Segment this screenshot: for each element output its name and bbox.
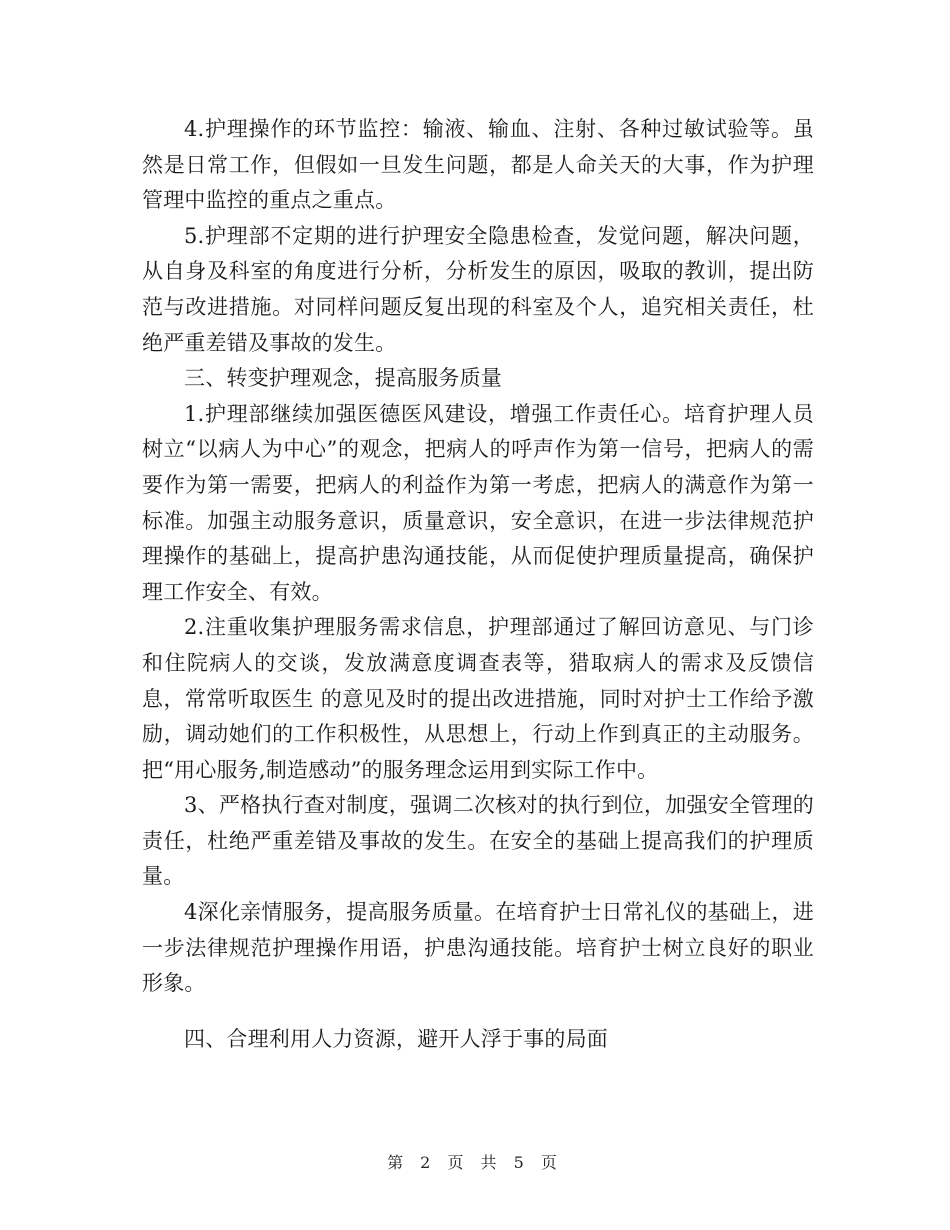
paragraph-item-5: 5.护理部不定期的进行护理安全隐患检查，发觉问题，解决问题，从自身及科室的角度进行分析，分析发生的原因，吸取的教训，提出防范与改进措施。对同样问题反复出现的科室及个人，追究相关责任，杜绝严重差错及事故的发生。 bbox=[142, 223, 814, 355]
paragraph-item-3: 3、严格执行查对制度，强调二次核对的执行到位，加强安全管理的责任，杜绝严重差错及事故的发生。在安全的基础上提高我们的护理质量。 bbox=[142, 793, 814, 889]
paragraph-item-2: 2.注重收集护理服务需求信息，护理部通过了解回访意见、与门诊和住院病人的交谈，发放满意度调查表等，猎取病人的需求及反馈信息，常常听取医生 的意见及时的提出改进措施，同时对护士工作给予激励，调动她们的工作积极性，从思想上，行动上作到真正的主动服务。把“用心服务,制造感动”的服务理念运用到实际工作中。 bbox=[142, 615, 814, 782]
paragraph-spacer bbox=[142, 1002, 814, 1022]
section-heading-4: 四、合理利用人力资源，避开人浮于事的局面 bbox=[184, 1026, 608, 1051]
page-number-footer: 第 2 页 共 5 页 bbox=[387, 1153, 563, 1172]
section-heading-3: 三、转变护理观念，提高服务质量 bbox=[184, 366, 502, 391]
paragraph-item-4-service: 4深化亲情服务，提高服务质量。在培育护士日常礼仪的基础上，进一步法律规范护理操作用语，护患沟通技能。培育护士树立良好的职业形象。 bbox=[142, 900, 814, 996]
document-body bbox=[142, 112, 814, 1057]
paragraph-item-1: 1.护理部继续加强医德医风建设，增强工作责任心。培育护理人员树立“以病人为中心”的观念，把病人的呼声作为第一信号，把病人的需要作为第一需要，把病人的利益作为第一考虑，把病人的满意作为第一标准。加强主动服务意识，质量意识，安全意识，在进一步法律规范护理操作的基础上，提高护患沟通技能，从而促使护理质量提高，确保护理工作安全、有效。 bbox=[142, 401, 814, 604]
paragraph-item-4: 4.护理操作的环节监控：输液、输血、注射、各种过敏试验等。虽然是日常工作，但假如一旦发生问题，都是人命关天的大事，作为护理管理中监控的重点之重点。 bbox=[142, 117, 814, 213]
